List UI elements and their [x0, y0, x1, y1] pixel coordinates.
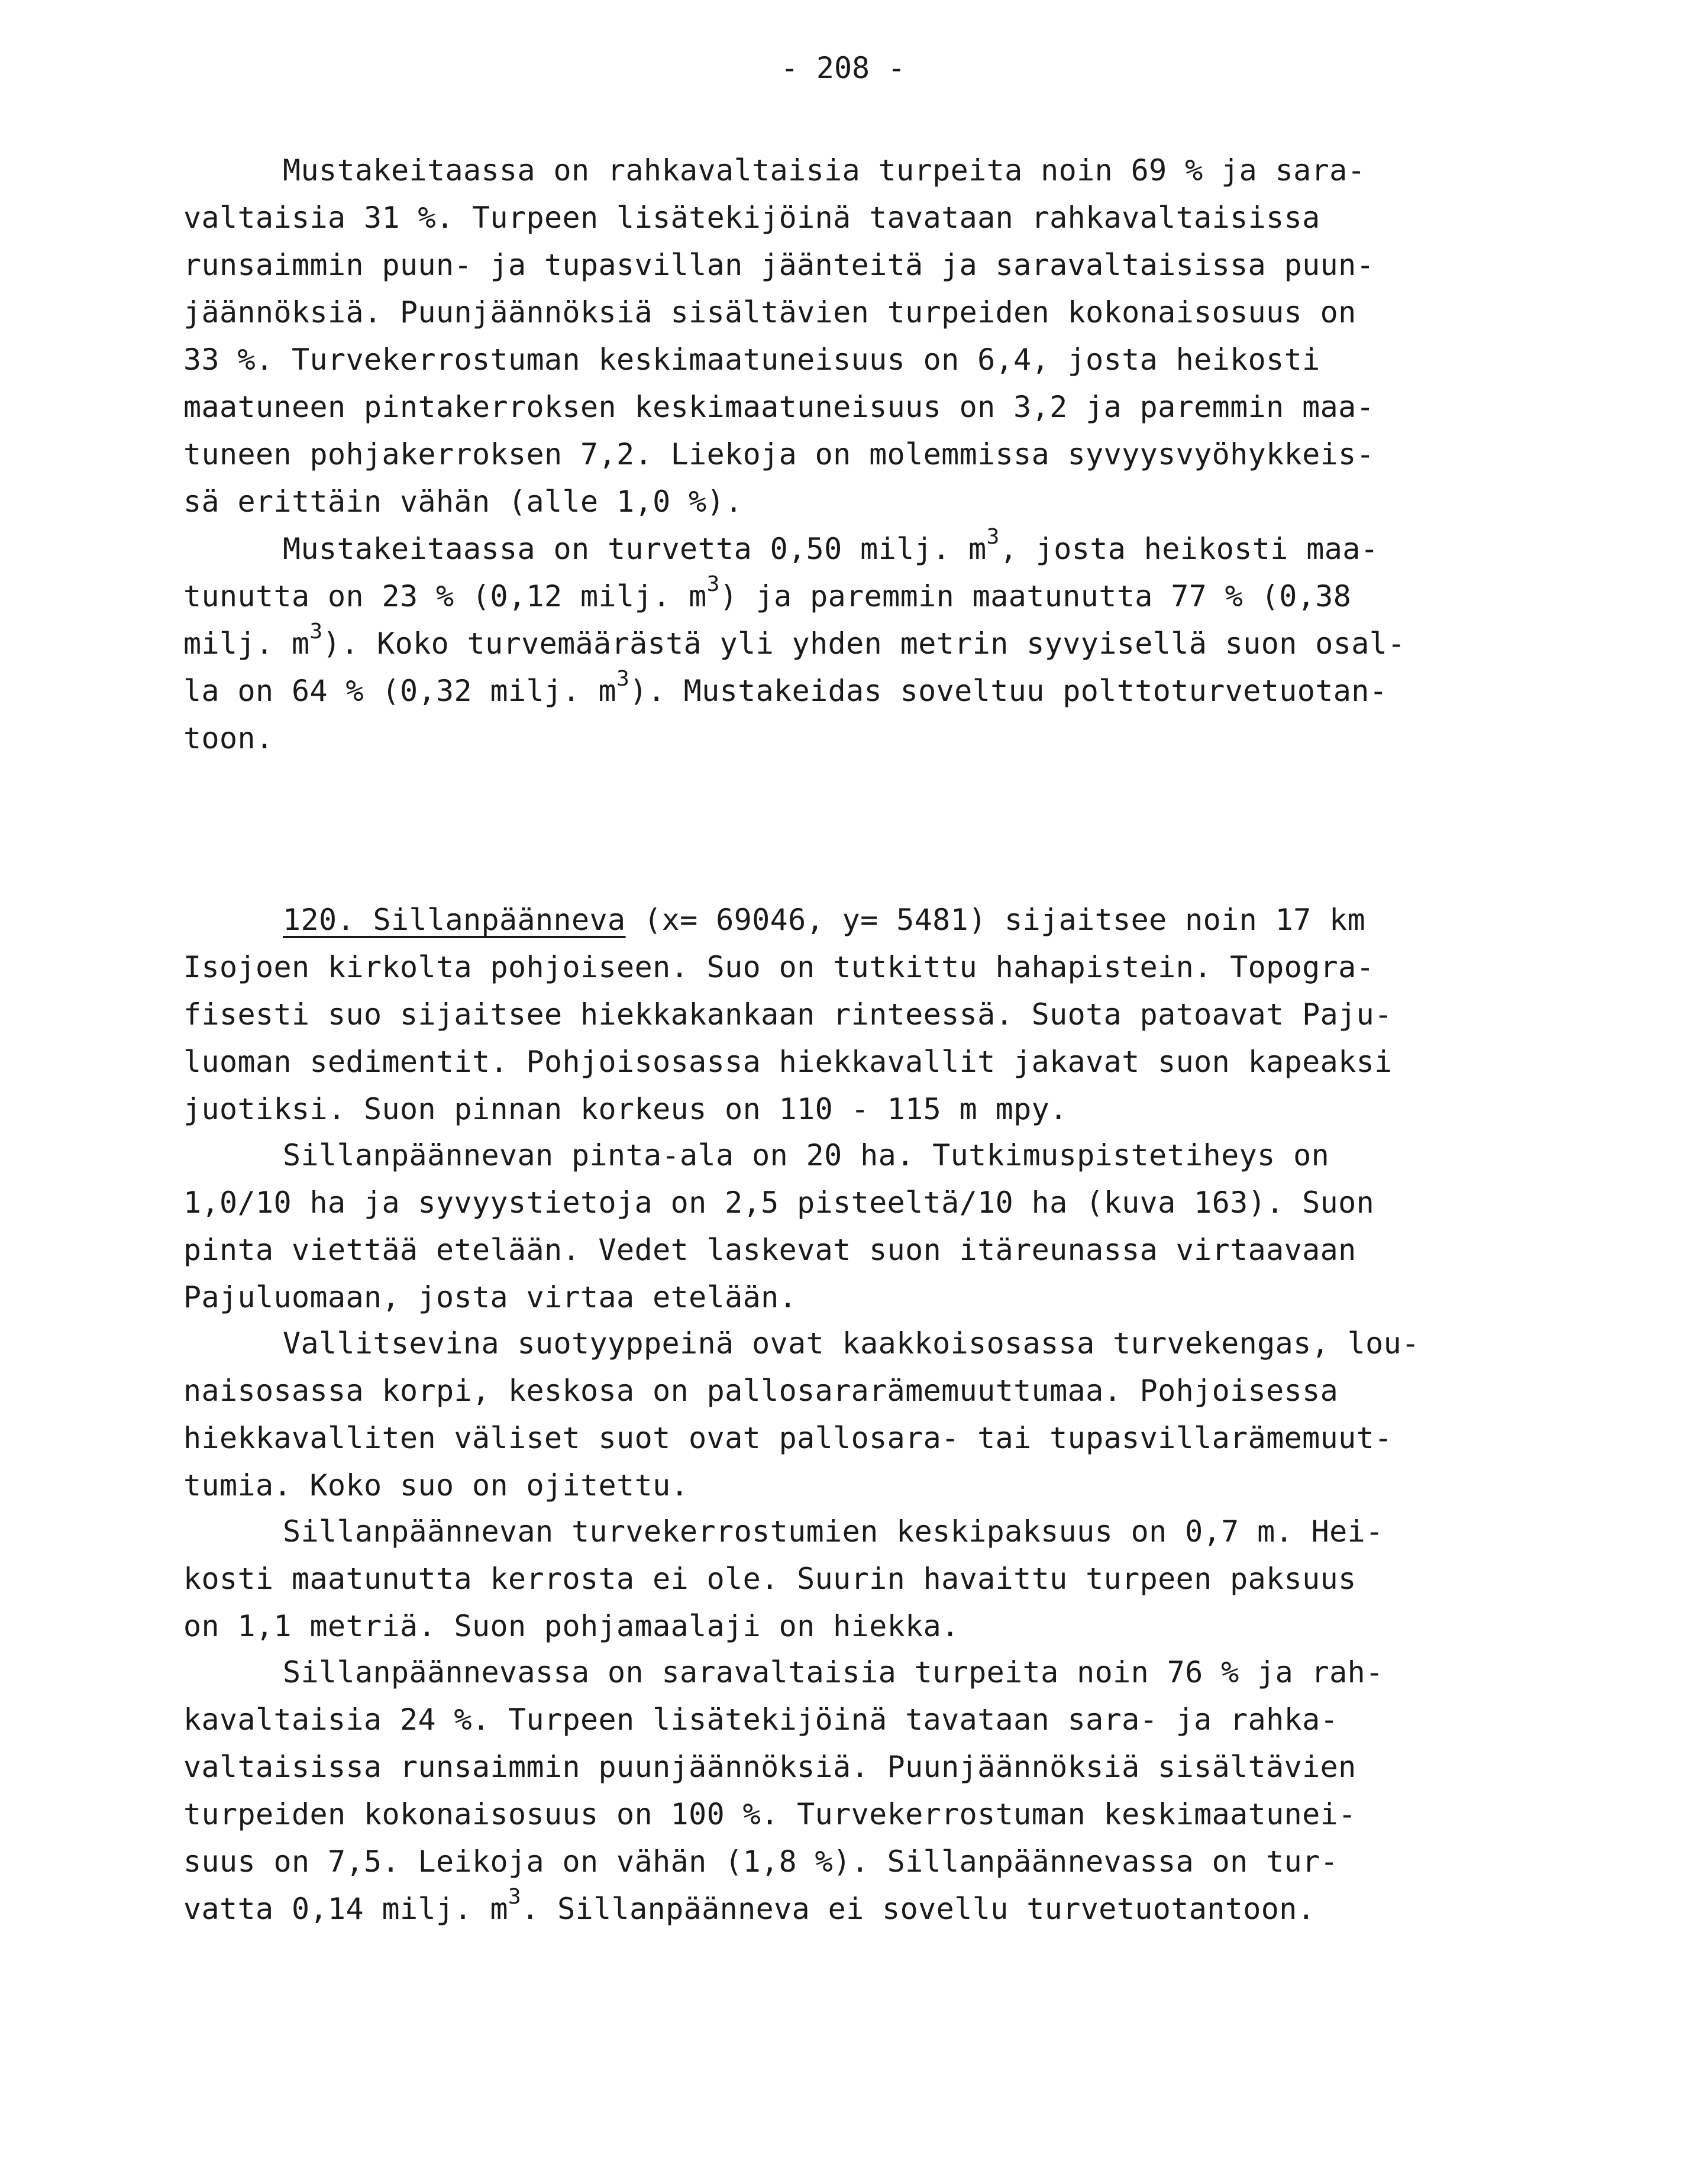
text-line	[183, 667, 1388, 712]
text-line: suus on 7,5. Leikoja on vähän (1,8 %). Sillanpäännevassa on tur-	[183, 1844, 1339, 1879]
text-line: Sillanpäännevan turvekerrostumien keskipaksuus on 0,7 m. Hei-	[283, 1514, 1384, 1549]
text-line: luoman sedimentit. Pohjoisosassa hiekkavallit jakavat suon kapeaksi	[183, 1045, 1393, 1079]
text-line: Sillanpäännevan pinta-ala on 20 ha. Tutkimuspistetiheys on	[283, 1138, 1330, 1172]
text-line	[183, 1885, 1316, 1930]
superscript: 3	[616, 667, 630, 691]
text-line: tuneen pohjakerroksen 7,2. Liekoja on molemmissa syvyysvyöhykkeis-	[183, 437, 1375, 471]
text-line: maatuneen pintakerroksen keskimaatuneisuus on 3,2 ja paremmin maa-	[183, 390, 1375, 424]
text-line: jäännöksiä. Puunjäännöksiä sisältävien turpeiden kokonaisosuus on	[183, 295, 1356, 329]
text-line: sä erittäin vähän (alle 1,0 %).	[183, 484, 743, 519]
text-segment: , josta heikosti maa-	[999, 532, 1379, 566]
text-segment: . Sillanpäänneva ei sovellu turvetuotantoon.	[521, 1892, 1316, 1926]
superscript: 3	[986, 525, 1000, 549]
text-segment: ). Mustakeidas soveltuu polttoturvetuotan-	[629, 674, 1388, 708]
text-line: Isojoen kirkolta pohjoiseen. Suo on tutkittu hahapistein. Topogra-	[183, 950, 1375, 984]
text-segment: ). Koko turvemäärästä yli yhden metrin syvyisellä suon osal-	[322, 626, 1406, 661]
text-segment: tunutta on 23 % (0,12 milj. m	[183, 579, 707, 613]
text-line: turpeiden kokonaisosuus on 100 %. Turvekerrostuman keskimaatunei-	[183, 1797, 1356, 1831]
text-line: kavaltaisia 24 %. Turpeen lisätekijöinä tavataan sara- ja rahka-	[183, 1702, 1339, 1737]
superscript: 3	[706, 572, 720, 596]
text-line: Vallitsevina suotyyppeinä ovat kaakkoisosassa turvekengas, lou-	[283, 1326, 1420, 1361]
text-line: 1,0/10 ha ja syvyystietoja on 2,5 pisteeltä/10 ha (kuva 163). Suon	[183, 1185, 1375, 1220]
text-segment: Mustakeitaassa on turvetta 0,50 milj. m	[283, 532, 987, 566]
text-line	[283, 899, 1365, 941]
section-heading: 120. Sillanpäänneva	[283, 903, 626, 937]
text-line: pinta viettää etelään. Vedet laskevat suon itäreunassa virtaavaan	[183, 1233, 1356, 1267]
text-segment: la on 64 % (0,32 milj. m	[183, 674, 617, 708]
text-line	[283, 525, 1379, 570]
text-segment: (x= 69046, y= 5481) sijaitsee noin 17 km	[625, 903, 1366, 937]
text-line: kosti maatunutta kerrosta ei ole. Suurin havaittu turpeen paksuus	[183, 1562, 1356, 1596]
superscript: 3	[309, 619, 323, 644]
text-line: naisosassa korpi, keskosa on pallosararämemuuttumaa. Pohjoisessa	[183, 1374, 1339, 1408]
text-line: runsaimmin puun- ja tupasvillan jäänteitä ja saravaltaisissa puun-	[183, 248, 1375, 282]
page-number: - 208 -	[780, 51, 906, 85]
text-line: fisesti suo sijaitsee hiekkakankaan rinteessä. Suota patoavat Paju-	[183, 997, 1393, 1032]
text-line: juotiksi. Suon pinnan korkeus on 110 - 115 m mpy.	[183, 1092, 1068, 1126]
text-line: Pajuluomaan, josta virtaa etelään.	[183, 1280, 797, 1314]
text-line	[183, 572, 1352, 617]
text-line: Sillanpäännevassa on saravaltaisia turpeita noin 76 % ja rah-	[283, 1655, 1384, 1689]
text-line: valtaisissa runsaimmin puunjäännöksiä. Puunjäännöksiä sisältävien	[183, 1750, 1356, 1784]
text-line: Mustakeitaassa on rahkavaltaisia turpeita noin 69 % ja sara-	[283, 153, 1366, 188]
text-line: 33 %. Turvekerrostuman keskimaatuneisuus on 6,4, josta heikosti	[183, 343, 1320, 377]
text-segment: milj. m	[183, 626, 310, 661]
text-line: toon.	[183, 721, 274, 755]
text-line: on 1,1 metriä. Suon pohjamaalaji on hiekka.	[183, 1609, 960, 1643]
superscript: 3	[508, 1885, 522, 1909]
text-segment: vatta 0,14 milj. m	[183, 1892, 509, 1926]
text-line: tumia. Koko suo on ojitettu.	[183, 1468, 689, 1503]
text-segment: ) ja paremmin maatunutta 77 % (0,38	[719, 579, 1352, 613]
text-line: valtaisia 31 %. Turpeen lisätekijöinä tavataan rahkavaltaisissa	[183, 201, 1320, 235]
text-line: hiekkavalliten väliset suot ovat pallosara- tai tupasvillarämemuut-	[183, 1421, 1393, 1455]
text-line	[183, 619, 1406, 664]
